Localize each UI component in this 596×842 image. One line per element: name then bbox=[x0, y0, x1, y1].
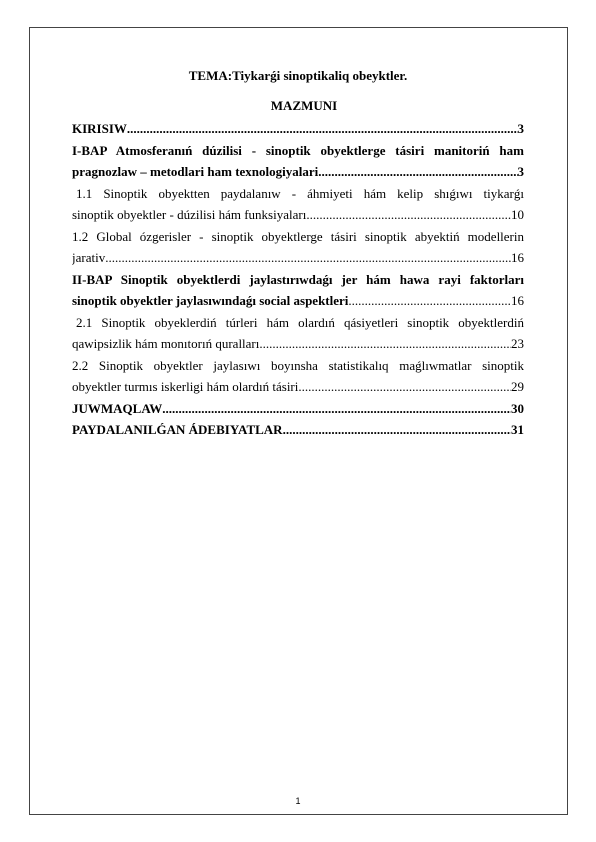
toc-leader bbox=[298, 376, 511, 398]
toc-entry-s22-line2 bbox=[72, 376, 524, 398]
toc-label: sinoptik obyektler - dúzilisi hám funksiyaları bbox=[72, 207, 307, 222]
toc-entry-s11-line2 bbox=[72, 204, 524, 226]
toc-page: 10 bbox=[511, 207, 524, 222]
toc-label: pragnozlaw – metodlari ham texnologiyalari bbox=[72, 164, 319, 179]
toc-leader bbox=[127, 118, 518, 140]
page-number: 1 bbox=[295, 796, 301, 806]
toc-page: 30 bbox=[511, 400, 524, 416]
toc-leader bbox=[348, 290, 511, 312]
toc-entry-references bbox=[72, 419, 524, 441]
toc-entry-ch2-line1: II-BAP Sinoptik obyektlerdi jaylastırıwdaǵı jer hám hawa rayi faktorları bbox=[72, 271, 524, 287]
toc-page: 3 bbox=[517, 164, 524, 179]
toc-label: sinoptik obyektler jaylasıwındaǵı social aspektleri bbox=[72, 293, 349, 308]
toc-leader bbox=[162, 398, 511, 420]
toc-page: 31 bbox=[511, 422, 524, 437]
toc-page: 16 bbox=[511, 250, 524, 265]
contents-heading: MAZMUNI bbox=[270, 98, 338, 113]
toc-label: PAYDALANILǴAN ÁDEBIYATLAR bbox=[72, 422, 283, 437]
toc-entry-s22-line1: 2.2 Sinoptik obyektler jaylasıwı boyınsha statistikalıq maǵlıwmatlar sinoptik bbox=[72, 357, 524, 373]
toc-page: 16 bbox=[511, 293, 524, 308]
toc-entry-ch2-line2 bbox=[72, 290, 524, 312]
toc-entry-s12-line1: 1.2 Global ózgerisler - sinoptik obyektlerge tásiri sinoptik abyektiń modellerin bbox=[72, 228, 524, 244]
toc-entry-s21-line1: 2.1 Sinoptik obyeklerdiń túrleri hám olardıń qásiyetleri sinoptik obyektlerdiń bbox=[76, 314, 524, 330]
toc-label: qawipsizlik hám monıtorıń quralları bbox=[72, 336, 260, 351]
toc-leader bbox=[318, 161, 517, 183]
toc-label: obyektler turmıs iskerligi hám olardıń tásiri bbox=[72, 379, 299, 394]
toc-page: 29 bbox=[511, 379, 524, 394]
toc-page: 23 bbox=[511, 336, 524, 351]
toc-label: jarativ bbox=[72, 250, 106, 265]
document-body bbox=[72, 66, 524, 441]
toc-entry-s12-line2 bbox=[72, 247, 524, 269]
toc-entry-ch1-line2 bbox=[72, 161, 524, 183]
toc-entry-s11-line1: 1.1 Sinoptik obyektten paydalanıw - áhmiyeti hám kelip shıǵıwı tiykarǵı bbox=[76, 185, 524, 201]
toc-label: KIRISIW bbox=[72, 121, 127, 136]
document-title: TEMA:Tiykarǵi sinoptikaliq obeyktler. bbox=[188, 68, 408, 83]
toc-page: 3 bbox=[517, 121, 524, 136]
toc-leader bbox=[259, 333, 511, 355]
toc-leader bbox=[306, 204, 511, 226]
toc-entry-intro bbox=[72, 118, 524, 140]
toc-entry-ch1-line1: I-BAP Atmosferanıń dúzilisi - sinoptik obyektlerge tásiri manitoriń ham bbox=[72, 142, 524, 158]
toc-leader bbox=[283, 419, 511, 441]
toc-entry-conclusion bbox=[72, 398, 524, 420]
toc-label: JUWMAQLAW bbox=[72, 400, 163, 416]
toc-leader bbox=[105, 247, 511, 269]
toc-entry-s21-line2 bbox=[72, 333, 524, 355]
